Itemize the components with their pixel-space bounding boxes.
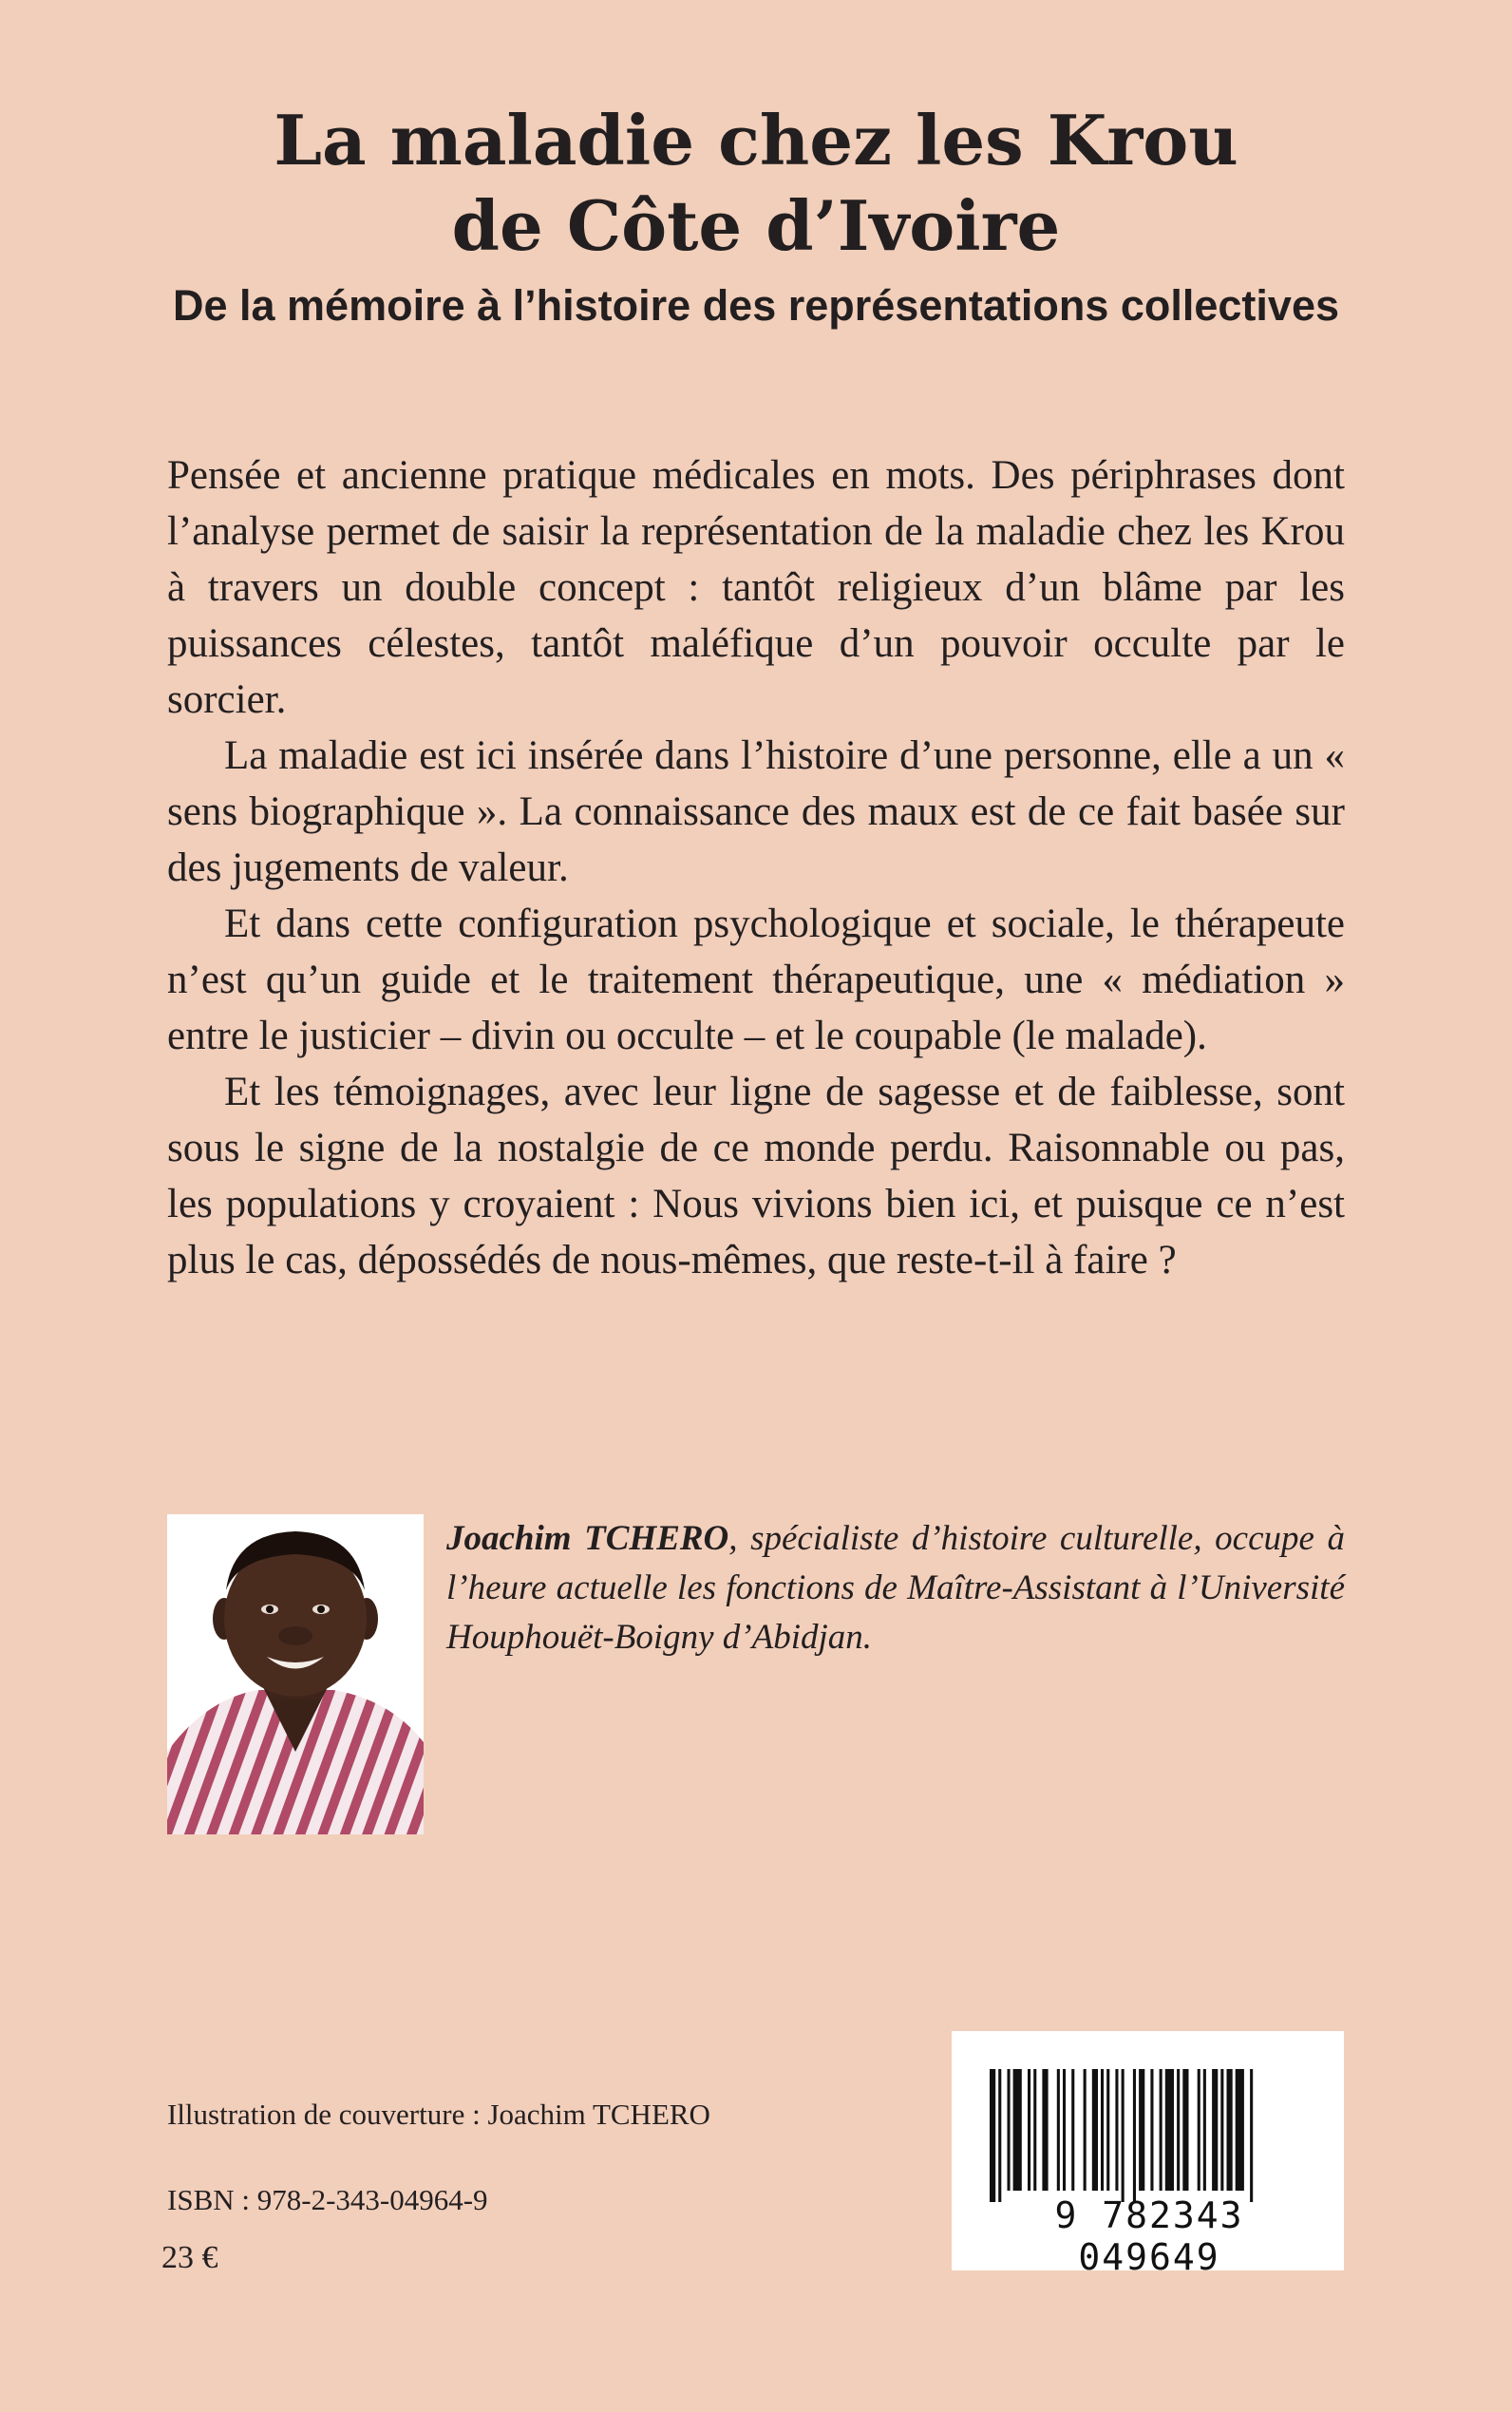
- blurb-paragraph: Pensée et ancienne pratique médicales en mots. Des périphrases dont l’analyse permet de saisir la représentation de la maladie chez les Krou à travers un double concept : tantôt religieux d’un blâme par les puissances célestes, tantôt maléfique d’un pouvoir occulte par le sorcier.: [167, 453, 1345, 722]
- barcode-bar: [1063, 2069, 1066, 2191]
- barcode-bar: [1177, 2069, 1180, 2191]
- illustration-credit: Illustration de couverture : Joachim TCHERO: [167, 2098, 710, 2131]
- isbn-label: ISBN : 978-2-343-04964-9: [167, 2183, 488, 2216]
- barcode-bar: [998, 2069, 1001, 2202]
- barcode-bar: [1139, 2069, 1144, 2191]
- author-bio: [446, 1514, 1345, 1662]
- barcode-bar: [1042, 2069, 1048, 2191]
- book-title-line-1: La maladie chez les Krou: [274, 100, 1238, 180]
- blurb-text: [167, 447, 1345, 1288]
- blurb-paragraph: Et les témoignages, avec leur ligne de sagesse et de faiblesse, sont sous le signe de la nostalgie de ce monde perdu. Raisonnable ou pas, les populations y croyaient : Nous vivions bien ici, et puisque ce n’est plus le cas, dépossédés de nous-mêmes, que reste-t-il à faire ?: [167, 1070, 1345, 1282]
- barcode-bar: [1084, 2069, 1087, 2191]
- barcode-bar: [1250, 2069, 1253, 2202]
- barcode-bar: [1013, 2069, 1022, 2191]
- barcode: [952, 2031, 1344, 2278]
- book-title-line-2: de Côte d’Ivoire: [451, 185, 1061, 266]
- barcode-bar: [1220, 2069, 1223, 2191]
- blurb-paragraph: Et dans cette configuration psychologique et sociale, le thérapeute n’est qu’un guide et le traitement thérapeutique, une « médiation » entre le justicier – divin ou occulte – et le coupable (le malade).: [167, 902, 1345, 1058]
- barcode-bar: [1165, 2069, 1174, 2191]
- barcode-bar: [1133, 2069, 1136, 2202]
- barcode-bar: [1227, 2069, 1233, 2191]
- author-name: Joachim TCHERO: [446, 1519, 729, 1558]
- barcode-bar: [1115, 2069, 1118, 2191]
- barcode-bar: [1057, 2069, 1060, 2191]
- barcode-bar: [1198, 2069, 1200, 2191]
- barcode-bar: [1101, 2069, 1104, 2191]
- price-label: 23 €: [161, 2240, 218, 2275]
- author-photo: [167, 1514, 424, 1834]
- barcode-bar: [1008, 2069, 1011, 2191]
- barcode-bar: [1160, 2069, 1162, 2191]
- barcode-digits: 9 782343 049649: [1054, 2194, 1244, 2278]
- barcode-bar: [1212, 2069, 1218, 2191]
- author-bio-text: , spécialiste d’histoire culturelle, occupe à l’heure actuelle les fonctions de Maître-Assistant à l’Université Houphouët-Boigny d’Abidjan.: [446, 1519, 1346, 1657]
- blurb-paragraph: La maladie est ici insérée dans l’histoire d’une personne, elle a un « sens biographique ». La connaissance des maux est de ce fait basée sur des jugements de valeur.: [167, 733, 1345, 890]
- barcode-bar: [1071, 2069, 1074, 2191]
- barcode-bar: [1203, 2069, 1206, 2191]
- barcode-bar: [1236, 2069, 1244, 2191]
- barcode-bar: [1122, 2069, 1125, 2202]
- author-portrait-image: [167, 1514, 424, 1834]
- barcode-bar: [1150, 2069, 1153, 2191]
- barcode-bar: [1033, 2069, 1036, 2191]
- barcode-bar: [1182, 2069, 1188, 2191]
- barcode-bar: [1106, 2069, 1109, 2191]
- book-subtitle: De la mémoire à l’histoire des représentations collectives: [172, 281, 1339, 330]
- barcode-bar: [990, 2069, 995, 2202]
- barcode-bar: [1092, 2069, 1098, 2191]
- barcode-bar: [1028, 2069, 1030, 2191]
